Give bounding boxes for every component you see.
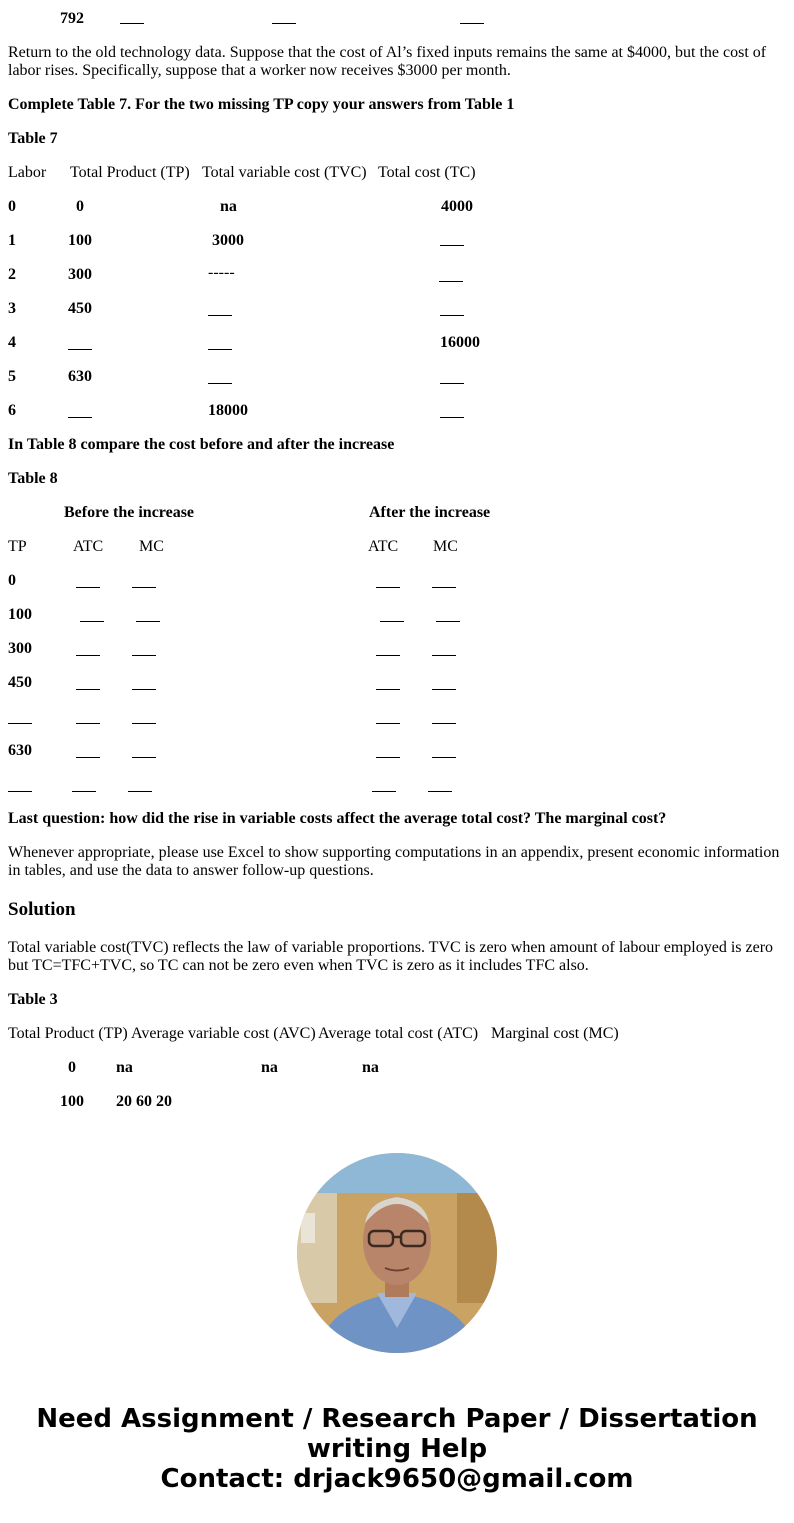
answer-blank bbox=[460, 10, 484, 24]
table7-labor: 0 bbox=[8, 198, 16, 215]
answer-blank bbox=[272, 10, 296, 24]
table7-tc: 4000 bbox=[441, 198, 473, 215]
table7-labor: 4 bbox=[8, 334, 16, 351]
table8-blank bbox=[136, 608, 160, 622]
table8-blank bbox=[432, 642, 456, 656]
table3-header-avc: Average variable cost (AVC) bbox=[131, 1025, 316, 1042]
table7-header-tc: Total cost (TC) bbox=[378, 164, 476, 181]
answer-blank bbox=[120, 10, 144, 24]
table7-tvc-blank bbox=[208, 302, 232, 316]
table7-tvc-blank bbox=[208, 370, 232, 384]
excel-note: Whenever appropriate, please use Excel to show supporting computations in an appendix, present economic information in tables, and use the data to answer follow-up questions. bbox=[8, 844, 780, 879]
table8-blank bbox=[132, 574, 156, 588]
author-avatar bbox=[297, 1153, 497, 1353]
table8-blank bbox=[128, 778, 152, 792]
solution-heading: Solution bbox=[8, 899, 76, 920]
table3-atc: na bbox=[261, 1059, 278, 1076]
table8-tp: 0 bbox=[8, 572, 16, 589]
table8-blank bbox=[80, 608, 104, 622]
instruction-table8: In Table 8 compare the cost before and after the increase bbox=[8, 436, 395, 453]
table8-blank bbox=[376, 710, 400, 724]
table8-blank bbox=[436, 608, 460, 622]
table7-labor: 2 bbox=[8, 266, 16, 283]
table7-tc-blank bbox=[440, 232, 464, 246]
intro-paragraph: Return to the old technology data. Suppose that the cost of Al’s fixed inputs remains the same at $4000, but the cost of labor rises. Specifically, suppose that a worker now receives $3000 per month. bbox=[8, 44, 767, 79]
last-question: Last question: how did the rise in variable costs affect the average total cost? The marginal cost? bbox=[8, 810, 667, 827]
table8-blank bbox=[132, 710, 156, 724]
table7-tvc-blank bbox=[208, 336, 232, 350]
table7-header-tp: Total Product (TP) bbox=[70, 164, 190, 181]
table8-blank bbox=[432, 574, 456, 588]
table8-blank bbox=[132, 642, 156, 656]
table3-mc: na bbox=[362, 1059, 379, 1076]
table8-blank bbox=[76, 642, 100, 656]
table7-tc: 16000 bbox=[440, 334, 480, 351]
solution-text: Total variable cost(TVC) reflects the law of variable proportions. TVC is zero when amount of labour employed is zero but TC=TFC+TVC, so TC can not be zero even when TVC is zero as it includes TFC also. bbox=[8, 939, 774, 974]
table7-tvc: 3000 bbox=[212, 232, 244, 249]
table3-values: 20 60 20 bbox=[116, 1093, 172, 1110]
table8-blank bbox=[132, 744, 156, 758]
table3-title: Table 3 bbox=[8, 991, 58, 1008]
table7-tp: 630 bbox=[68, 368, 92, 385]
table8-header-mc-before: MC bbox=[139, 538, 164, 555]
table7-tp: 450 bbox=[68, 300, 92, 317]
table8-blank bbox=[76, 710, 100, 724]
table8-group-after: After the increase bbox=[369, 504, 491, 521]
table8-header-atc-before: ATC bbox=[73, 538, 104, 555]
table7-tp: 100 bbox=[68, 232, 92, 249]
table3-tp: 100 bbox=[60, 1093, 84, 1110]
instruction-table7: Complete Table 7. For the two missing TP copy your answers from Table 1 bbox=[8, 96, 515, 113]
table8-blank bbox=[432, 710, 456, 724]
table8-blank bbox=[132, 676, 156, 690]
table7-header-tvc: Total variable cost (TVC) bbox=[202, 164, 367, 181]
table8-tp: 630 bbox=[8, 742, 32, 759]
table3-tp: 0 bbox=[68, 1059, 76, 1076]
table8-tp-blank bbox=[8, 710, 32, 724]
promo-line-1: Need Assignment / Research Paper / Dissertation bbox=[36, 1404, 758, 1434]
table7-tvc: na bbox=[220, 198, 237, 215]
promo-contact: Contact: drjack9650@gmail.com bbox=[160, 1464, 634, 1494]
table3-header-tp: Total Product (TP) bbox=[8, 1025, 128, 1042]
table8-title: Table 8 bbox=[8, 470, 58, 487]
table8-blank bbox=[76, 574, 100, 588]
table3-header-atc: Average total cost (ATC) bbox=[318, 1025, 479, 1042]
table7-labor: 3 bbox=[8, 300, 16, 317]
table8-group-before: Before the increase bbox=[64, 504, 195, 521]
table7-tp: 300 bbox=[68, 266, 92, 283]
table8-header-mc-after: MC bbox=[433, 538, 458, 555]
table8-tp: 450 bbox=[8, 674, 32, 691]
table7-tvc: ----- bbox=[208, 264, 235, 281]
table7-tc-blank bbox=[439, 268, 463, 282]
table3-avc: na bbox=[116, 1059, 133, 1076]
table3-header-mc: Marginal cost (MC) bbox=[491, 1025, 619, 1042]
table8-tp: 100 bbox=[8, 606, 32, 623]
table8-blank bbox=[376, 642, 400, 656]
table8-blank bbox=[432, 744, 456, 758]
author-portrait-image bbox=[297, 1153, 497, 1353]
table8-tp: 300 bbox=[8, 640, 32, 657]
table7-tc-blank bbox=[440, 404, 464, 418]
top-row-value: 792 bbox=[60, 10, 84, 27]
table7-title: Table 7 bbox=[8, 130, 58, 147]
table8-blank bbox=[432, 676, 456, 690]
table8-blank bbox=[376, 574, 400, 588]
table7-labor: 5 bbox=[8, 368, 16, 385]
table8-blank bbox=[76, 676, 100, 690]
table7-labor: 1 bbox=[8, 232, 16, 249]
table7-header-labor: Labor bbox=[8, 164, 47, 181]
table8-tp-blank bbox=[8, 778, 32, 792]
table8-blank bbox=[376, 676, 400, 690]
table8-blank bbox=[72, 778, 96, 792]
table7-labor: 6 bbox=[8, 402, 16, 419]
promo-line-2: writing Help bbox=[306, 1434, 488, 1464]
table8-header-tp: TP bbox=[8, 538, 27, 555]
table7-tvc: 18000 bbox=[208, 402, 248, 419]
table8-blank bbox=[428, 778, 452, 792]
table8-blank bbox=[372, 778, 396, 792]
table8-blank bbox=[380, 608, 404, 622]
table7-tc-blank bbox=[440, 370, 464, 384]
table8-blank bbox=[76, 744, 100, 758]
table8-blank bbox=[376, 744, 400, 758]
table8-header-atc-after: ATC bbox=[368, 538, 399, 555]
table7-tp: 0 bbox=[76, 198, 84, 215]
table7-tp-blank bbox=[68, 404, 92, 418]
table7-tp-blank bbox=[68, 336, 92, 350]
table7-tc-blank bbox=[440, 302, 464, 316]
